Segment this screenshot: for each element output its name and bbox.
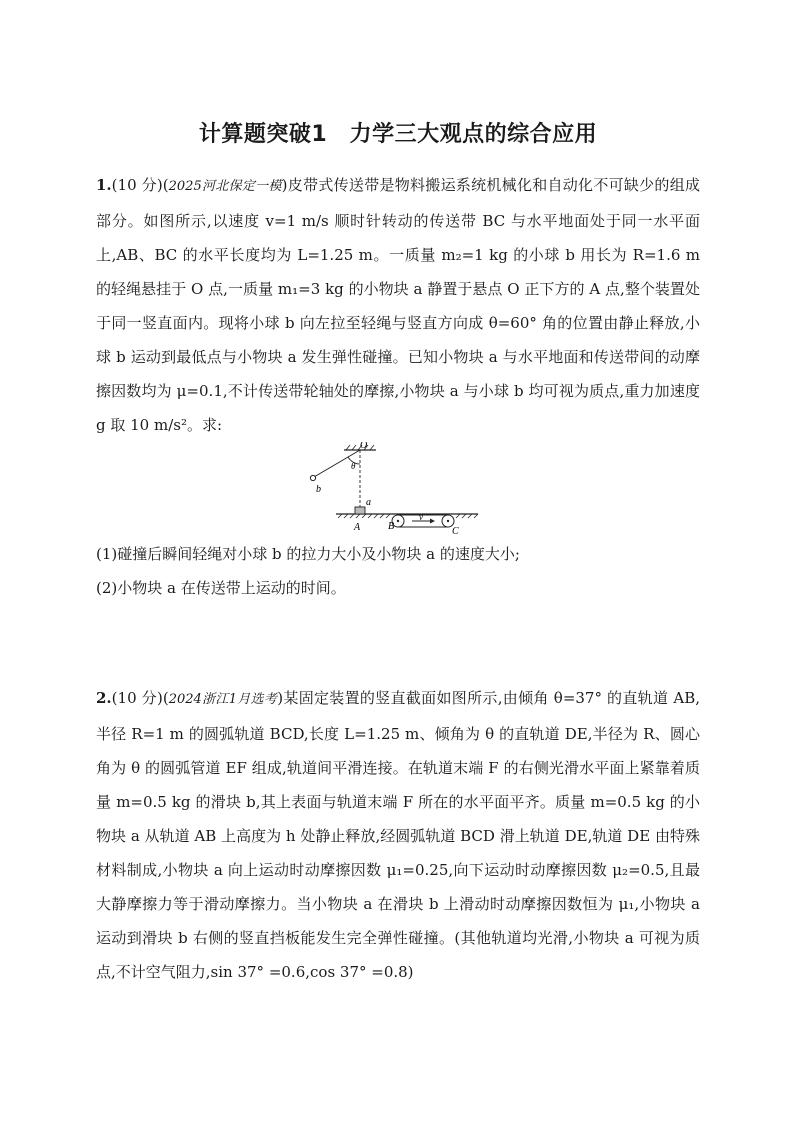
label-a: a <box>366 497 371 508</box>
ball-b <box>310 475 315 480</box>
problem-1-question-1: (1)碰撞后瞬间轻绳对小球 b 的拉力大小及小物块 a 的速度大小; <box>96 545 520 563</box>
page-title: 计算题突破1 力学三大观点的综合应用 <box>198 122 598 147</box>
label-A: A <box>354 522 361 533</box>
label-b: b <box>316 484 321 495</box>
problem-1-text: 皮带式传送带是物料搬运系统机械化和自动化不可缺少的组成部分。如图所示,以速度 v=1 m/s 顺时针转动的传送带 BC 与水平地面处于同一水平面上,AB、BC 的水平长度均为 L=1.25 m。一质量 m₂=1 kg 的小球 b 用长为 R=1.6 m 的轻绳悬挂于 O 点,一质量 m₁=3 kg 的小物块 a 静置于悬点 O 正下方的 A 点,整个装置处于同一竖直面内。现将小球 b 向左拉至轻绳与竖直方向成 θ=60° 角的位置由静止释放,小球 b 运动到最低点与小物块 a 发生弹性碰撞。已知小物块 a 与水平地面和传送带间的动摩擦因数均为 μ=0.1,不计传送带轮轴处的摩擦,小物块 a 与小球 b 均可视为质点,重力加速度 g 取 10 m/s²。求: <box>96 176 700 434</box>
label-theta: θ <box>351 461 356 471</box>
problem-1-score: (10 分)( <box>111 176 169 194</box>
label-O: O <box>360 442 368 451</box>
problem-2-score: (10 分)( <box>111 689 169 707</box>
problem-1-figure <box>96 442 700 537</box>
pendulum-conveyor-diagram <box>300 442 490 534</box>
problem-1-number: 1. <box>96 176 112 194</box>
problem-2-source: 2024浙江1月选考 <box>168 692 278 707</box>
problem-2-source-close: ) <box>277 689 284 707</box>
problem-1-question-2: (2)小物块 a 在传送带上运动的时间。 <box>96 579 346 597</box>
problem-2 <box>96 681 700 989</box>
block-a <box>355 507 365 514</box>
problem-2-number: 2. <box>96 689 112 707</box>
velocity-arrowhead <box>430 519 435 524</box>
label-C: C <box>452 526 459 534</box>
label-B: B <box>388 521 395 532</box>
document-page <box>96 118 700 989</box>
problem-1-source: 2025河北保定一模 <box>168 179 282 194</box>
label-v: v <box>419 512 423 522</box>
problem-1 <box>96 168 700 442</box>
answer-space <box>96 605 700 681</box>
roller-right-axle <box>447 520 449 522</box>
roller-left-axle <box>397 520 399 522</box>
problem-2-text: 某固定装置的竖直截面如图所示,由倾角 θ=37° 的直轨道 AB,半径 R=1 m 的圆弧轨道 BCD,长度 L=1.25 m、倾角为 θ 的直轨道 DE,半径为 R、圆心角为 θ 的圆弧管道 EF 组成,轨道间平滑连接。在轨道末端 F 的右侧光滑水平面上紧靠着质量 m=0.5 kg 的滑块 b,其上表面与轨道末端 F 所在的水平面平齐。质量 m=0.5 kg 的小物块 a 从轨道 AB 上高度为 h 处静止释放,经圆弧轨道 BCD 滑上轨道 DE,轨道 DE 由特殊材料制成,小物块 a 向上运动时动摩擦因数 μ₁=0.25,向下运动时动摩擦因数 μ₂=0.5,且最大静摩擦力等于滑动摩擦力。当小物块 a 在滑块 b 上滑动时动摩擦因数恒为 μ₁,小物块 a 运动到滑块 b 右侧的竖直挡板能发生完全弹性碰撞。(其他轨道均光滑,小物块 a 可视为质点,不计空气阻力,sin 37° =0.6,cos 37° =0.8) <box>96 689 700 981</box>
problem-1-source-close: ) <box>281 176 288 194</box>
